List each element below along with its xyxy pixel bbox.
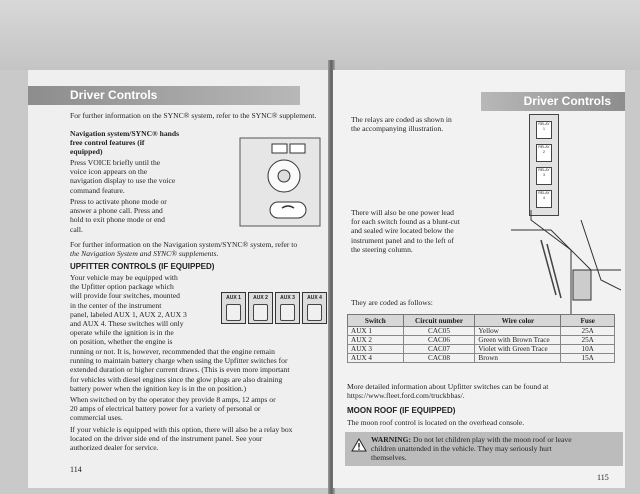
steering-controls-diagram — [238, 136, 322, 228]
table-row: AUX 3 CAC07 Violet with Green Trace 10A — [348, 345, 615, 354]
col-wire-color: Wire color — [475, 315, 561, 327]
aux-4-switch[interactable]: AUX 4 — [302, 292, 327, 324]
upfitter-paragraph-2: running or not. It is, however, recommended that the engine remain running to maintain battery charge when using the Upfitter switches for extended duration or higher current draws. (This is even more important for vehicles with diesel engines since the glow plugs are also draining battery power when the ignition key is in the on position.) — [70, 347, 290, 393]
relay-4: RELAY 4 — [536, 190, 552, 208]
voice-button-icon — [272, 144, 287, 153]
relay-3: RELAY 3 — [536, 167, 552, 185]
relay-1: RELAY 1 — [536, 121, 552, 139]
sync-intro: For further information on the SYNC® system, refer to the SYNC® supplement. — [70, 111, 317, 120]
more-info-text: More detailed information about Upfitter switches can be found at https://www.fleet.ford.com/truckbbas/. — [347, 382, 622, 400]
table-header-row — [348, 315, 615, 327]
right-page-header: Driver Controls — [481, 92, 625, 111]
coded-as-follows: They are coded as follows: — [351, 298, 433, 307]
right-page — [333, 70, 625, 488]
relays-text: The relays are coded as shown in the accompanying illustration. — [351, 115, 452, 134]
col-fuse: Fuse — [561, 315, 615, 327]
aux-3-switch[interactable]: AUX 3 — [275, 292, 300, 324]
connector-icon — [573, 270, 591, 300]
warning-text: WARNING: Do not let children play with the moon roof or leave children unattended in the vehicle. They may seriously hurt themselves. — [371, 435, 572, 463]
col-circuit: Circuit number — [403, 315, 475, 327]
aux-1-switch[interactable]: AUX 1 — [221, 292, 246, 324]
wire-code-table — [347, 314, 615, 363]
table-row: AUX 1 CAC05 Yellow 25A — [348, 327, 615, 336]
warning-box — [345, 432, 623, 466]
upfitter-heading: UPFITTER CONTROLS (IF EQUIPPED) — [70, 262, 215, 271]
fleet-url-link[interactable]: https://www.fleet.ford.com/truckbbas/. — [347, 391, 465, 401]
aux-2-switch[interactable]: AUX 2 — [248, 292, 273, 324]
voice-instructions: Press VOICE briefly until the voice icon appears on the navigation display to use the voice command feature. — [70, 158, 176, 195]
upfitter-switch-panel — [221, 292, 327, 324]
scan-shadow — [0, 0, 640, 70]
table-row: AUX 2 CAC06 Green with Brown Trace 25A — [348, 336, 615, 345]
wire-location-diagram — [511, 210, 621, 320]
warning-triangle-icon — [351, 438, 367, 452]
col-switch: Switch — [348, 315, 404, 327]
phone-button-icon — [270, 202, 306, 218]
media-button-icon — [290, 144, 305, 153]
upfitter-paragraph-1: Your vehicle may be equipped with the Upfitter option package which will provide four switches, mounted in the center of the instrument panel, labeled AUX 1, AUX 2, AUX 3 and AUX 4. These switches will only operate while the ignition is in the on position, whether the engine is — [70, 273, 187, 347]
upfitter-paragraph-3: When switched on by the operator they provide 8 amps, 12 amps or 20 amps of electrical battery power for a variety of personal or commercial uses. — [70, 395, 276, 423]
right-page-number: 115 — [597, 473, 609, 482]
table-row: AUX 4 CAC08 Brown 15A — [348, 354, 615, 363]
upfitter-paragraph-4: If your vehicle is equipped with this option, there will also be a relay box located on the driver side end of the instrument panel. See your authorized dealer for service. — [70, 425, 293, 453]
moonroof-text: The moon roof control is located on the overhead console. — [347, 418, 525, 427]
nav-heading: Navigation system/SYNC® hands free control features (if equipped) — [70, 129, 180, 157]
power-lead-text: There will also be one power lead for each switch found as a blunt-cut and sealed wire located below the instrument panel and to the left of the steering column. — [351, 208, 460, 254]
left-page-number: 114 — [70, 465, 82, 474]
left-page — [28, 70, 330, 488]
relay-2: RELAY 2 — [536, 144, 552, 162]
further-info: For further information on the Navigation system/SYNC® system, refer to the Navigation System and SYNC® supplements. — [70, 240, 298, 259]
phone-instructions: Press to activate phone mode or answer a phone call. Press and hold to exit phone mode or end call. — [70, 197, 167, 234]
moonroof-heading: MOON ROOF (IF EQUIPPED) — [347, 406, 456, 415]
left-page-header: Driver Controls — [28, 86, 300, 105]
relay-box-diagram — [529, 114, 559, 216]
